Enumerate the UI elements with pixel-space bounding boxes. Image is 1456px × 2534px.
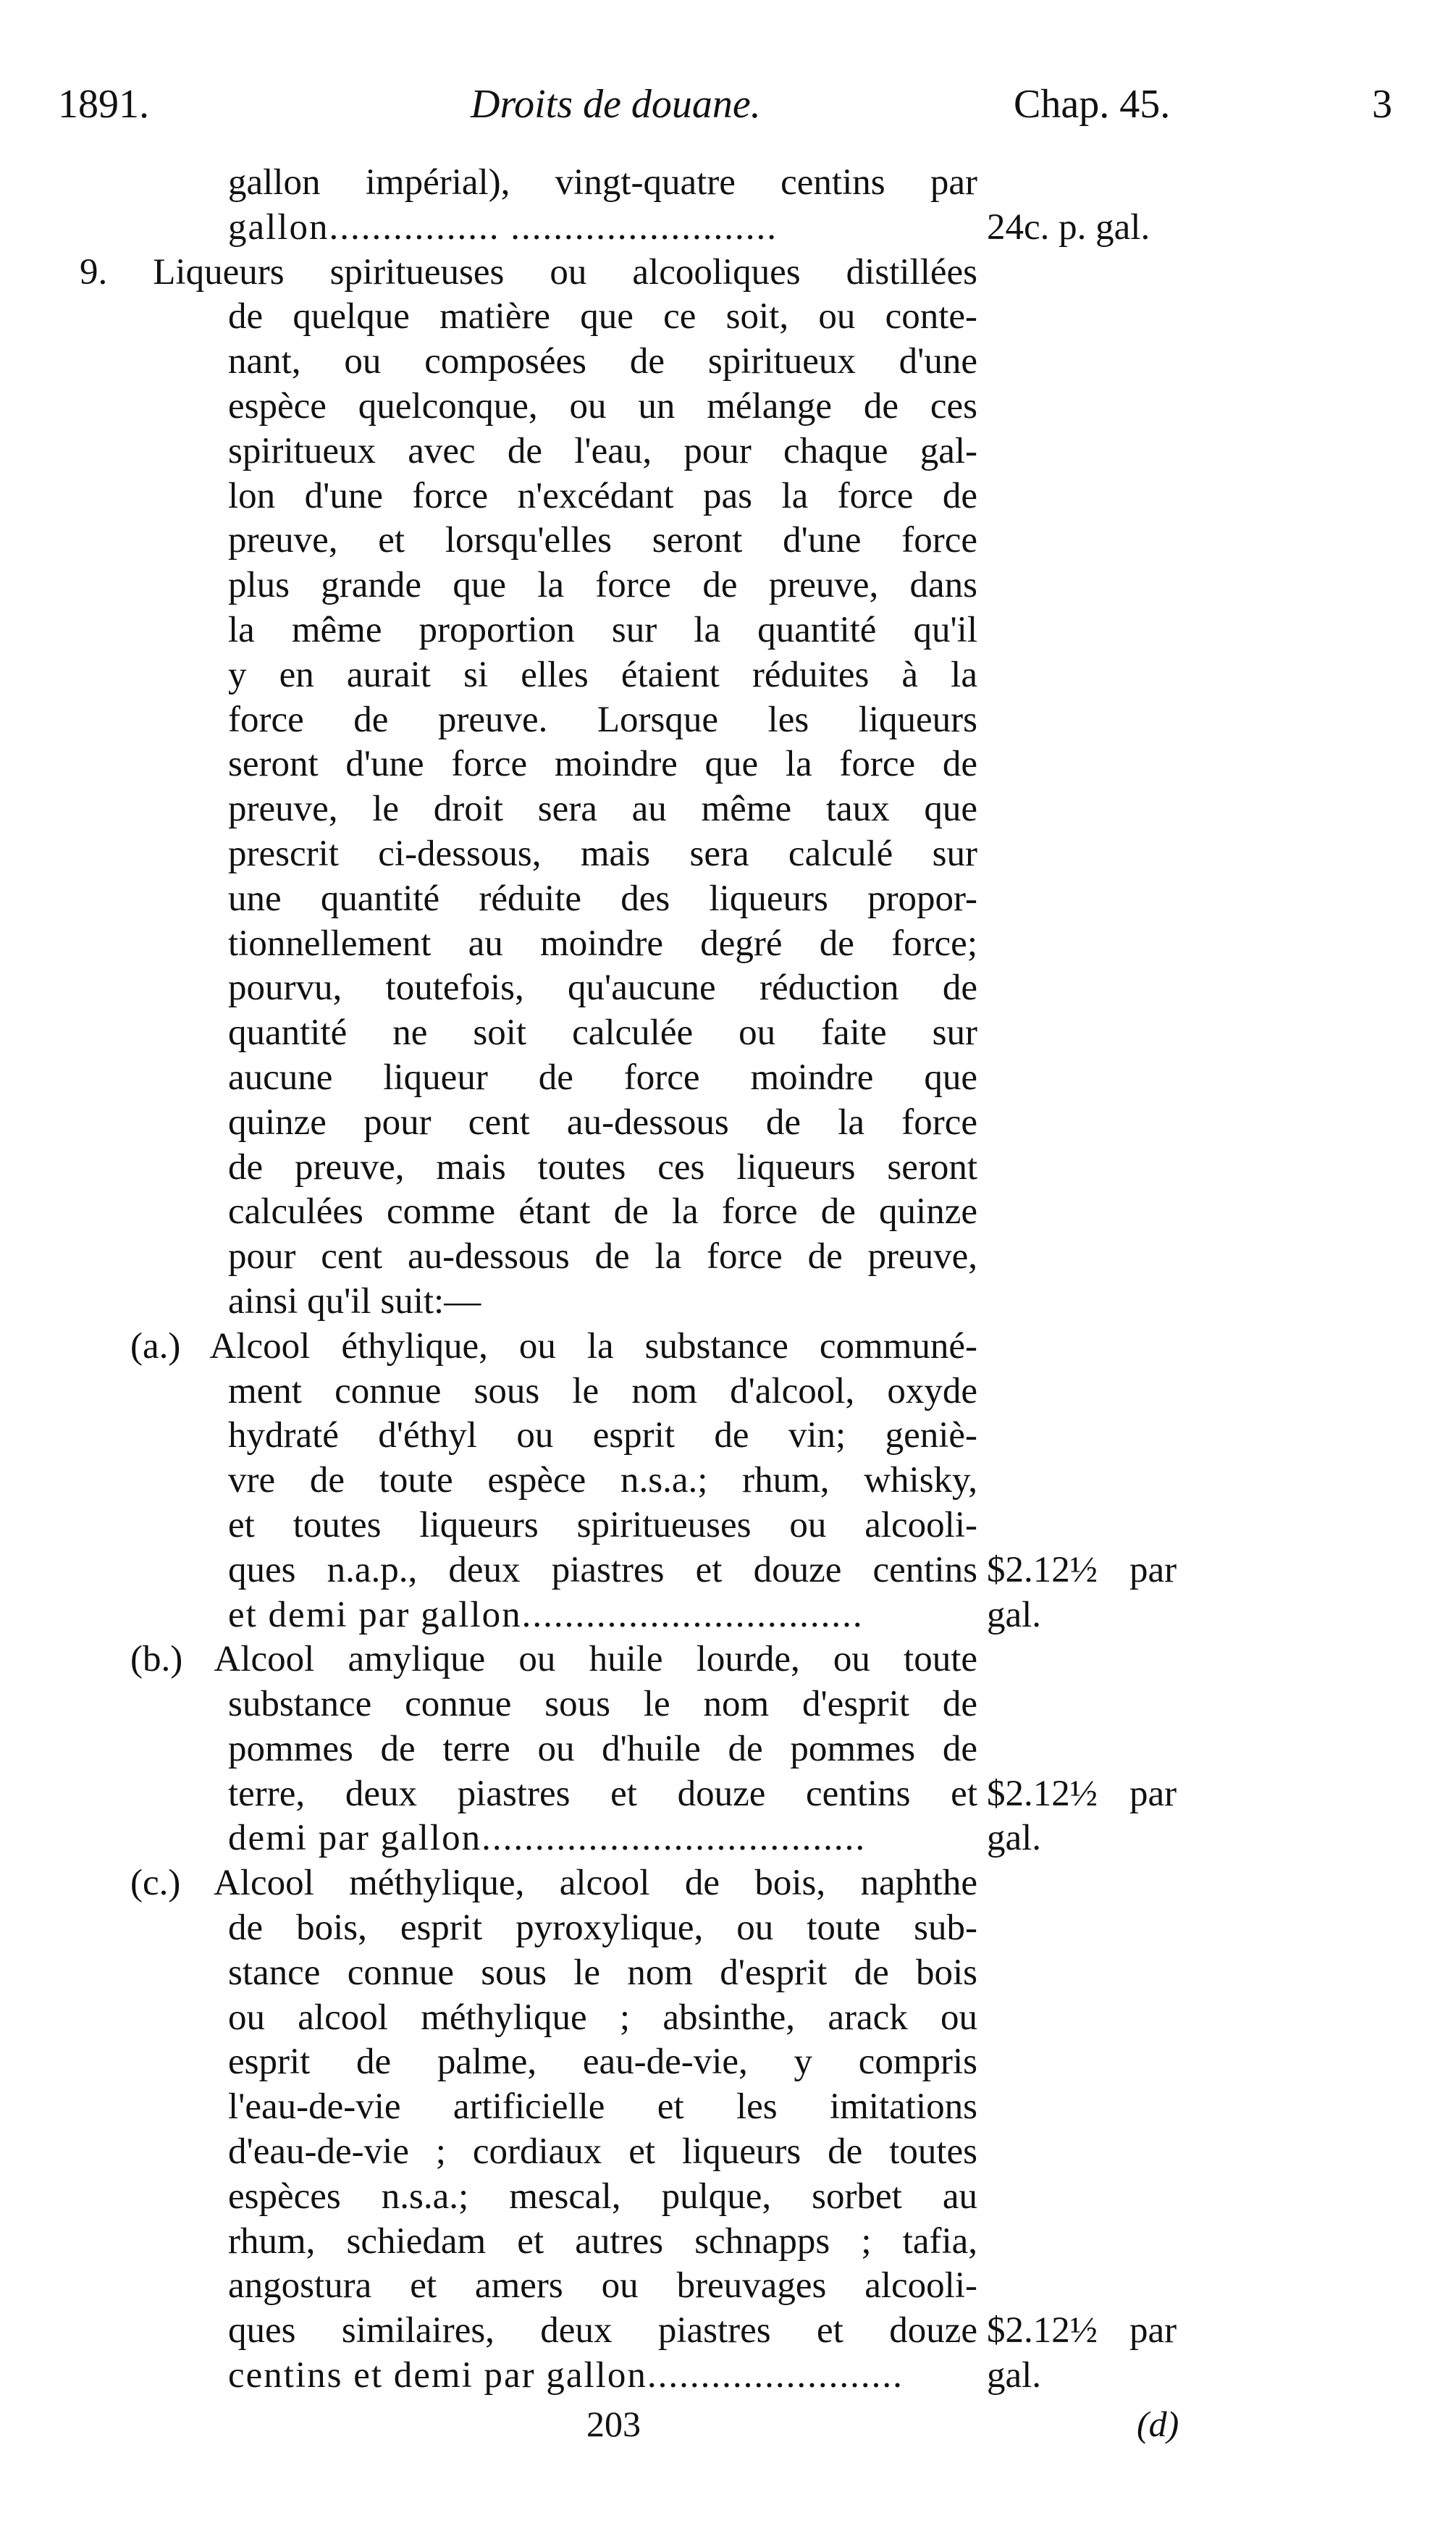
line-text: ou alcool méthylique ; absinthe, arack ou (228, 1997, 977, 2038)
header-year: 1891. (58, 82, 149, 127)
line-text: terre, deux piastres et douze centins et (228, 1773, 977, 1814)
line-text: aucune liqueur de force moindre que (228, 1057, 977, 1098)
line-text: centins et demi par gallon........................ (228, 2355, 904, 2396)
header-page-number: 3 (1372, 82, 1392, 127)
text-line (0, 385, 1456, 429)
text-line (0, 1459, 1456, 1503)
text-line (0, 922, 1456, 967)
text-line (0, 1861, 1456, 1906)
line-text: ques n.a.p., deux piastres et douze centins (228, 1549, 977, 1590)
line-text: quantité ne soit calculée ou faite sur (228, 1012, 977, 1054)
line-text: substance connue sous le nom d'esprit de (228, 1684, 977, 1725)
line-text: esprit de palme, eau-de-vie, y compris (228, 2042, 977, 2083)
line-text: pommes de terre ou d'huile de pommes de (228, 1728, 977, 1769)
text-line (0, 1414, 1456, 1459)
text-line (0, 1011, 1456, 1056)
text-line (0, 563, 1456, 608)
text-line (0, 966, 1456, 1011)
text-line (0, 519, 1456, 563)
line-text: prescrit ci-dessous, mais sera calculé sur (228, 833, 977, 874)
text-line (0, 429, 1456, 474)
text-line (0, 2309, 1456, 2354)
text-line (0, 1951, 1456, 1996)
line-text: quinze pour cent au-dessous de la force (228, 1102, 977, 1143)
line-text: preuve, le droit sera au même taux que (228, 789, 977, 830)
text-line (0, 1548, 1456, 1593)
text-line (0, 1906, 1456, 1951)
catchword: (d) (1137, 2404, 1179, 2444)
line-text: espèces n.s.a.; mescal, pulque, sorbet au (228, 2176, 977, 2217)
line-text: preuve, et lorsqu'elles seront d'une force (228, 520, 977, 561)
text-line (0, 1190, 1456, 1235)
text-line (0, 877, 1456, 922)
running-header (58, 81, 1397, 139)
text-line (0, 340, 1456, 385)
line-text: tionnellement au moindre degré de force; (228, 923, 977, 964)
text-line (0, 206, 1456, 251)
line-text: rhum, schiedam et autres schnapps ; tafia, (228, 2220, 977, 2262)
text-line (0, 832, 1456, 877)
text-line (0, 1056, 1456, 1101)
text-line (0, 1996, 1456, 2041)
duty-rate: $2.12½ (987, 1773, 1098, 1814)
line-text: hydraté d'éthyl ou esprit de vin; geniè- (228, 1415, 977, 1456)
text-line (0, 1503, 1456, 1548)
duty-rate: $2.12½ (987, 2310, 1098, 2351)
text-line (0, 653, 1456, 698)
text-line (0, 1280, 1456, 1325)
text-line (0, 1593, 1456, 1638)
line-text: pour cent au-dessous de la force de preuve, (228, 1236, 977, 1278)
line-text: d'eau-de-vie ; cordiaux et liqueurs de toutes (228, 2131, 977, 2173)
text-line (0, 2264, 1456, 2309)
line-text: la même proportion sur la quantité qu'il (228, 609, 977, 650)
duty-rate-unit: gal. (987, 1594, 1042, 1635)
line-text: demi par gallon.................................... (228, 1818, 867, 1859)
text-line (0, 2354, 1456, 2399)
duty-rate-unit: par (1129, 1773, 1177, 1814)
text-line (0, 295, 1456, 340)
line-text: de quelque matière que ce soit, ou conte- (228, 296, 977, 337)
body-text (0, 161, 1456, 2399)
line-text: gallon................ ......................... (228, 206, 778, 248)
footer-page-number: 203 (586, 2404, 641, 2444)
line-text: force de preuve. Lorsque les liqueurs (228, 699, 977, 740)
text-line (0, 698, 1456, 743)
line-text: de bois, esprit pyroxylique, ou toute sub- (228, 1908, 977, 1949)
text-line (0, 608, 1456, 653)
text-line (0, 2130, 1456, 2175)
text-line (0, 474, 1456, 519)
section-heading: 9. Liqueurs spiritueuses ou alcooliques distillées (80, 251, 977, 293)
header-title: Droits de douane. (471, 82, 761, 127)
text-line (0, 742, 1456, 787)
line-text: et toutes liqueurs spiritueuses ou alcooli- (228, 1504, 977, 1545)
duty-rate: 24c. p. gal. (987, 206, 1150, 248)
duty-rate-unit: par (1129, 2310, 1177, 2351)
header-chapter: Chap. 45. (1014, 82, 1171, 127)
line-text: plus grande que la force de preuve, dans (228, 565, 977, 606)
line-text: l'eau-de-vie artificielle et les imitations (228, 2086, 977, 2128)
line-text: seront d'une force moindre que la force de (228, 744, 977, 785)
text-line (0, 1682, 1456, 1727)
line-text: stance connue sous le nom d'esprit de bois (228, 1952, 977, 1993)
text-line (0, 1637, 1456, 1682)
duty-rate-unit: gal. (987, 2355, 1042, 2396)
line-text: vre de toute espèce n.s.a.; rhum, whisky, (228, 1460, 977, 1501)
duty-rate: $2.12½ (987, 1549, 1098, 1590)
text-line (0, 251, 1456, 295)
duty-rate-unit: par (1129, 1549, 1177, 1590)
text-line (0, 1325, 1456, 1369)
text-line (0, 1816, 1456, 1861)
item-heading-c: (c.) Alcool méthylique, alcool de bois, naphthe (130, 1863, 977, 1904)
text-line (0, 787, 1456, 832)
line-text: ment connue sous le nom d'alcool, oxyde (228, 1370, 977, 1411)
text-line (0, 2085, 1456, 2130)
text-line (0, 1772, 1456, 1817)
line-text: lon d'une force n'excédant pas la force de (228, 475, 977, 516)
text-line (0, 2040, 1456, 2085)
line-text: espèce quelconque, ou un mélange de ces (228, 385, 977, 427)
line-text: angostura et amers ou breuvages alcooli- (228, 2265, 977, 2307)
line-text: de preuve, mais toutes ces liqueurs seront (228, 1146, 977, 1188)
item-heading-a: (a.) Alcool éthylique, ou la substance communé- (130, 1325, 977, 1367)
text-line (0, 2175, 1456, 2220)
text-line (0, 1235, 1456, 1280)
duty-rate-unit: gal. (987, 1818, 1042, 1859)
line-text: ques similaires, deux piastres et douze (228, 2310, 977, 2351)
line-text: y en aurait si elles étaient réduites à la (228, 654, 977, 695)
line-text: et demi par gallon................................ (228, 1594, 864, 1635)
text-line (0, 2220, 1456, 2265)
line-text: calculées comme étant de la force de quinze (228, 1191, 977, 1233)
line-text: nant, ou composées de spiritueux d'une (228, 341, 977, 382)
line-text: une quantité réduite des liqueurs propor- (228, 878, 977, 919)
text-line (0, 1146, 1456, 1191)
text-line (0, 1369, 1456, 1414)
line-text: spiritueux avec de l'eau, pour chaque gal- (228, 430, 977, 471)
line-text: gallon impérial), vingt-quatre centins par (228, 162, 977, 203)
text-line (0, 161, 1456, 206)
text-line (0, 1727, 1456, 1772)
page-footer (0, 2403, 1456, 2454)
line-text: pourvu, toutefois, qu'aucune réduction de (228, 968, 977, 1009)
text-line (0, 1101, 1456, 1146)
item-heading-b: (b.) Alcool amylique ou huile lourde, ou toute (130, 1639, 977, 1680)
line-text: ainsi qu'il suit:— (228, 1280, 481, 1322)
